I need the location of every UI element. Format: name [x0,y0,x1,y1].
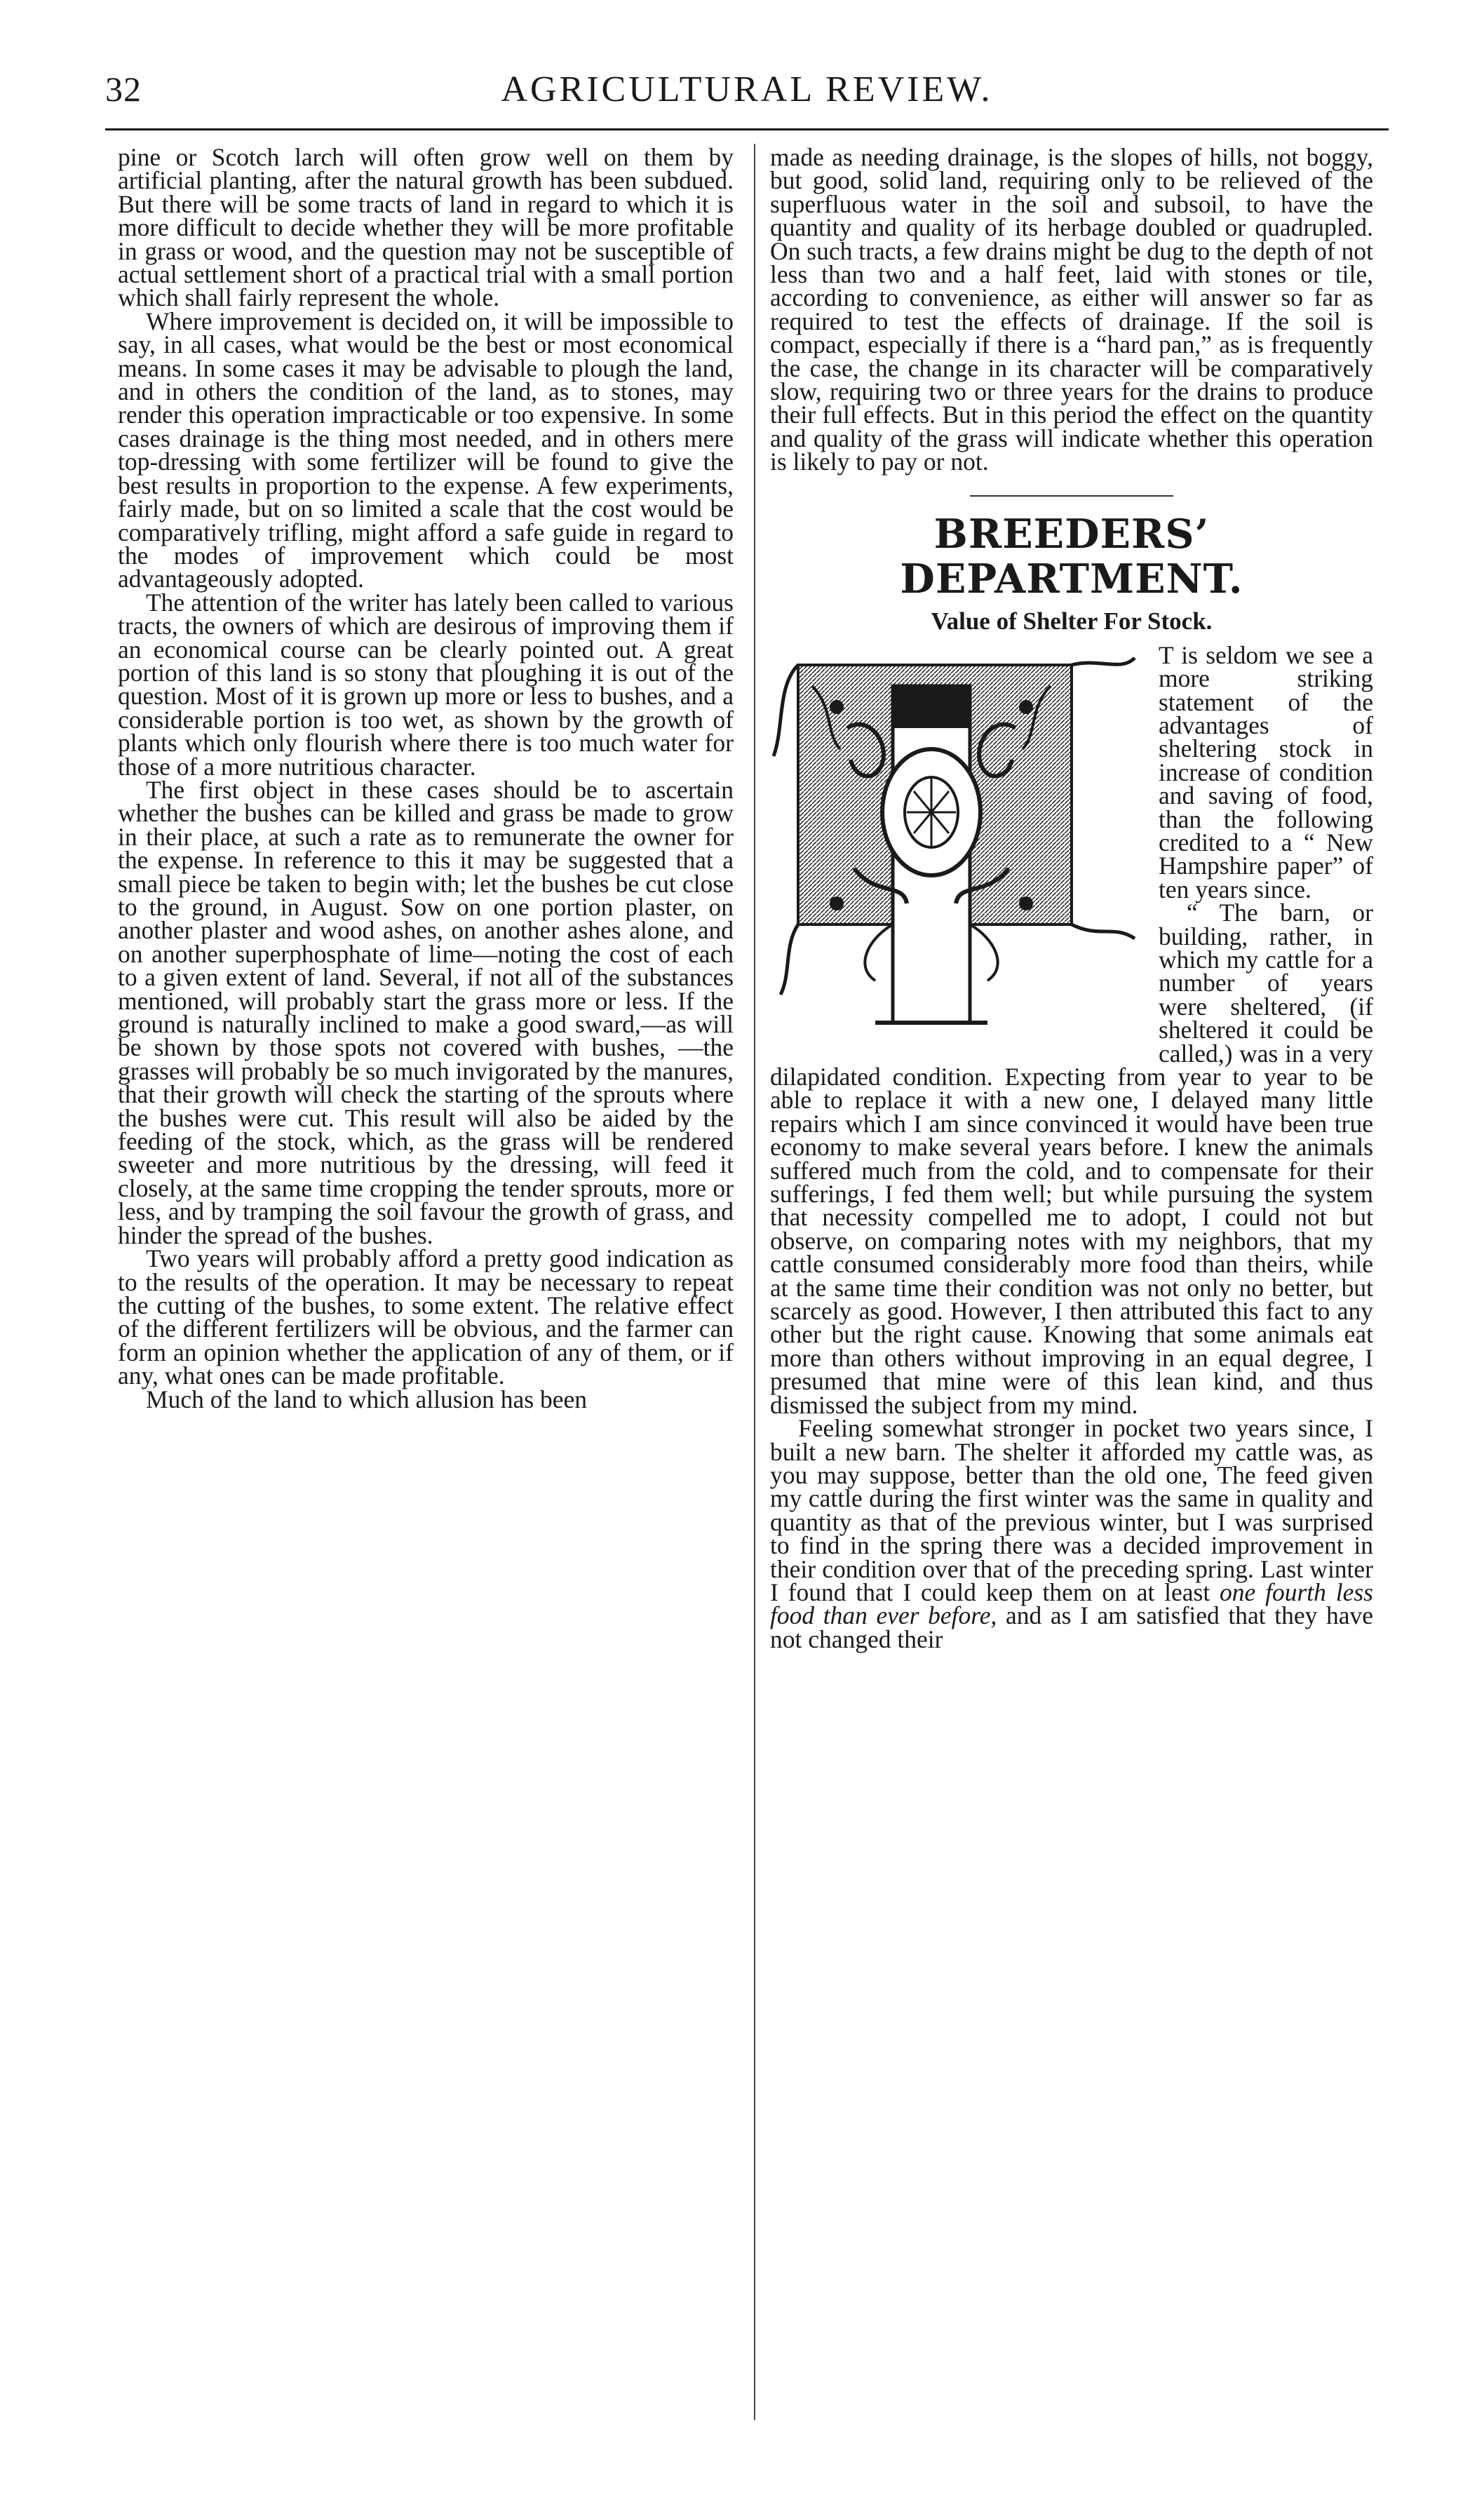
ornamental-drop-cap [770,644,1149,1051]
left-column [118,143,734,1413]
paragraph: Two years will probably afford a pretty good indication as to the results of the operation. It may be necessary to repeat the cutting of the bushes, to some extent. The relative effect of the different fertilizers will be obvious, and the farmer can form an opinion whether the application of any of them, or if any, what ones can be made profitable. [118,1244,734,1390]
paragraph: pine or Scotch larch will often grow well on them by artificial planting, after the natural growth has been subdued. But there will be some tracts of land in regard to which it is more difficult to decide whether they will be more profitable in grass or wood, and the question may not be susceptible of actual settlement short of a practical trial with a small portion which shall fairly represent the whole. [118,143,734,312]
section-divider [970,495,1173,497]
page-header [105,69,1389,118]
running-title: AGRICULTURAL REVIEW. [501,69,993,109]
section-heading: BREEDERS’ DEPARTMENT. [900,510,1243,603]
text-run: and as I am satisfied that they have not changed their [770,1601,1374,1653]
paragraph: The first object in these cases should be to ascertain whether the bushes can be killed and grass be made to grow in their place, at such a rate as to remunerate the owner for the expense. In reference to this it may be suggested that a small piece be taken to begin with; let the bushes be cut close to the ground, in August. Sow on one portion plaster, on another plaster and wood ashes, on another ashes alone, and on another superphosphate of lime—noting the cost of each to a given extent of land. Several, if not all of the substances mentioned, will probably start the grass more or less. If the ground is naturally inclined to make a good sward,—as will be shown by those spots not covered with bushes, —the grasses will probably be so much invigorated by the manures, that their growth will check the starting of the sprouts where the bushes were cut. This result will also be aided by the feeding of the stock, which, as the grass will be rendered sweeter and more nutritious by the dressing, will feed it closely, at the same time cropping the tender sprouts, more or less, and by tramping the soil favour the growth of grass, and hinder the spread of the bushes. [118,775,734,1249]
page-number: 32 [105,69,142,109]
paragraph: The attention of the writer has lately been called to various tracts, the owners of which are desirous of improving them if an economical course can be clearly pointed out. A great portion of this land is so stony that ploughing it is out of the question. Most of it is grown up more or less to bushes, and a considerable portion is too wet, as shown by the growth of plants which only flourish where there is too much water for those of a more nutritious character. [118,588,734,781]
right-column [770,143,1374,1653]
lead-paragraph: T is seldom we see a more striking statement of the advantages of sheltering stock in increase of condition and saving of food, than the following credited to a “ New Hampshire paper” of ten years since. [1159,640,1373,903]
paragraph: made as needing drainage, is the slopes of hills, not boggy, but good, solid land, requiring only to be relieved of the superfluous water in the soil and subsoil, to have the quantity and quality of its herbage doubled or quadrupled. On such tracts, a few drains might be dug to the depth of not less than two and a half feet, laid with stones or tile, according to convenience, as either will answer so far as required to test the effects of drainage. If the soil is compact, especially if there is a “hard pan,” as is frequently the case, the change in its character will be comparatively slow, requiring two or three years for the drains to produce their full effects. But in this period the effect on the quantity and quality of the grass will indicate whether this operation is likely to pay or not. [770,143,1373,476]
emphasis-text: one fourth less food than ever before, [770,1578,1373,1630]
paragraph: Where improvement is decided on, it will be impossible to say, in all cases, what would be the best or most economical means. In some cases it may be advisable to plough the land, and in others the condition of the land, as to stones, may render this operation impracticable or too expensive. In some cases drainage is the thing most needed, and in others mere top-dressing with some fertilizer will be found to give the best results in proportion to the expense. A few experiments, fairly made, but on so limited a scale that the cost would be comparatively trifling, might afford a safe guide in regard to the modes of improvement which could be most advantageously adopted. [118,307,734,593]
header-rule [105,128,1389,130]
paragraph: Much of the land to which allusion has been [146,1385,587,1413]
column-divider [754,144,755,2420]
paragraph [770,1414,1374,1653]
quote-paragraph: “ The barn, or building, rather, in which my cattle for a number of years were sheltered, (if sheltered it could be called,) was in a very dilapidated condition. Expecting from year to year to be able to replace it with a new one, I delayed many little repairs which I am since convinced it would have been true economy to make several years before. I knew the animals suffered much from the cold, and to compensate for their sufferings, I fed them well; but while pursuing the system that necessity compelled me to adopt, I could not but observe, on comparing notes with my neighbors, that my cattle consumed considerably more food than theirs, while at the same time their condition was not only no better, but scarcely as good. However, I then attributed this fact to any other but the right cause. Knowing that some animals eat more than others without improving in an equal degree, I presumed that mine were of this lean kind, and thus dismissed the subject from my mind. [770,899,1373,1419]
article-title: Value of Shelter For Stock. [931,607,1213,635]
ornament-illustration [770,644,1149,1051]
text-run: Feeling somewhat stronger in pocket two years since, I built a new barn. The shelter it afforded my cattle was, as you may suppose, better than the old one, The feed given my cattle during the first winter was the same in quality and quantity as that of the previous winter, but I was surprised to find in the spring there was a decided improvement in their condition over that of the preceding spring. Last winter I found that I could keep them on at least [770,1414,1373,1606]
